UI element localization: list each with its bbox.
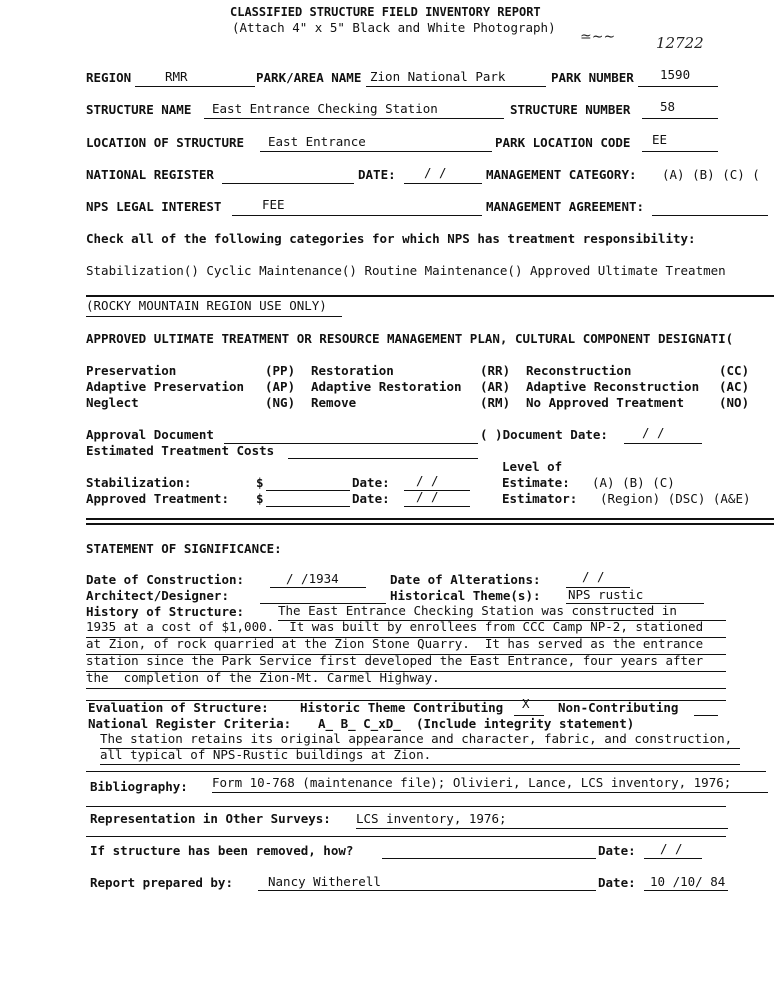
removal-date-value: / / xyxy=(660,841,683,856)
management-category-options: (A) (B) (C) ( xyxy=(662,167,760,182)
code-adaptive-preservation: (AP) xyxy=(265,379,296,394)
national-register-line xyxy=(222,183,354,184)
form-title: CLASSIFIED STRUCTURE FIELD INVENTORY REPORT xyxy=(230,5,541,19)
park-area-value: Zion National Park xyxy=(370,69,506,84)
removal-date-line xyxy=(644,858,702,859)
park-number-label: PARK NUMBER xyxy=(551,70,634,85)
non-contributing-label: Non-Contributing xyxy=(558,700,679,715)
document-date-value: / / xyxy=(642,425,665,440)
management-category-label: MANAGEMENT CATEGORY: xyxy=(486,167,637,182)
code-reconstruction: (CC) xyxy=(719,363,750,378)
park-location-code-label: PARK LOCATION CODE xyxy=(495,135,631,150)
approved-date-value: / / xyxy=(416,489,439,504)
non-contributing-line xyxy=(694,715,718,716)
option-no-approved-treatment: No Approved Treatment xyxy=(526,395,685,410)
option-preservation: Preservation xyxy=(86,363,177,378)
stabilization-date-value: / / xyxy=(416,473,439,488)
report-date-line xyxy=(644,890,728,891)
contributing-mark: X xyxy=(522,696,530,711)
estimator-options: (Region) (DSC) (A&E) xyxy=(600,491,751,506)
document-date-line xyxy=(624,443,702,444)
section-divider xyxy=(86,295,774,297)
location-line xyxy=(260,151,492,152)
park-location-code-line xyxy=(642,151,718,152)
integrity-statement-1: The station retains its original appearance and character, fabric, and construction, xyxy=(100,733,740,749)
code-restoration: (RR) xyxy=(480,363,511,378)
code-remove: (RM) xyxy=(480,395,511,410)
section-divider-double-bottom xyxy=(86,523,774,525)
stabilization-currency: $ xyxy=(256,475,264,490)
themes-value: NPS rustic xyxy=(568,587,644,602)
stabilization-date-label: Date: xyxy=(352,475,390,490)
management-agreement-line xyxy=(652,215,768,216)
preparer-name: Nancy Witherell xyxy=(268,874,381,889)
code-preservation: (PP) xyxy=(265,363,296,378)
location-label: LOCATION OF STRUCTURE xyxy=(86,135,245,150)
option-adaptive-reconstruction: Adaptive Reconstruction xyxy=(526,379,700,394)
contributing-label: Historic Theme Contributing xyxy=(300,700,504,715)
national-register-label: NATIONAL REGISTER xyxy=(86,167,214,182)
criteria-label: National Register Criteria: xyxy=(88,716,292,731)
approved-treatment-title: APPROVED ULTIMATE TREATMENT OR RESOURCE MANAGEMENT PLAN, CULTURAL COMPONENT DESIGNATI( xyxy=(86,331,734,346)
bibliography-extra-line xyxy=(86,806,726,807)
legal-interest-value: FEE xyxy=(262,197,285,212)
approved-currency: $ xyxy=(256,491,264,506)
document-date-label: ( )Document Date: xyxy=(480,427,608,442)
alterations-label: Date of Alterations: xyxy=(390,572,541,587)
estimator-label: Estimator: xyxy=(502,491,578,506)
integrity-statement-2: all typical of NPS-Rustic buildings at Zion. xyxy=(100,749,740,765)
report-line xyxy=(258,890,596,891)
code-no-approved-treatment: (NO) xyxy=(719,395,750,410)
code-neglect: (NG) xyxy=(265,395,296,410)
construction-date: / /1934 xyxy=(286,571,339,586)
evaluation-label: Evaluation of Structure: xyxy=(88,700,269,715)
legal-interest-label: NPS LEGAL INTEREST xyxy=(86,199,222,214)
treatment-categories: Stabilization() Cyclic Maintenance() Routine Maintenance() Approved Ultimate Treatmen xyxy=(86,263,726,278)
representation-extra-line xyxy=(86,836,726,837)
approval-document-label: Approval Document xyxy=(86,427,214,442)
removal-label: If structure has been removed, how? xyxy=(90,843,354,858)
structure-name-line xyxy=(204,118,504,119)
bibliography-value: Form 10-768 (maintenance file); Olivieri, Lance, LCS inventory, 1976; xyxy=(212,777,768,793)
treatment-instruction: Check all of the following categories for which NPS has treatment responsibility: xyxy=(86,231,696,246)
construction-line xyxy=(270,587,366,588)
structure-number-value: 58 xyxy=(660,99,676,114)
representation-value: LCS inventory, 1976; xyxy=(356,813,728,829)
park-area-line xyxy=(366,86,546,87)
structure-name-label: STRUCTURE NAME xyxy=(86,102,192,117)
option-reconstruction: Reconstruction xyxy=(526,363,632,378)
history-line-4: station since the Park Service first developed the East Entrance, four years after xyxy=(86,655,726,672)
option-restoration: Restoration xyxy=(311,363,394,378)
significance-title: STATEMENT OF SIGNIFICANCE: xyxy=(86,541,282,556)
criteria-marks: A_ B_ C_xD_ xyxy=(318,716,401,731)
evaluation-divider xyxy=(86,771,766,772)
park-number-line xyxy=(638,86,718,87)
approved-treatment-label: Approved Treatment: xyxy=(86,491,229,506)
bibliography-label: Bibliography: xyxy=(90,779,188,794)
integrity-note: (Include integrity statement) xyxy=(416,716,635,731)
estimate-label: Estimate: xyxy=(502,475,570,490)
stabilization-label: Stabilization: xyxy=(86,475,192,490)
option-neglect: Neglect xyxy=(86,395,139,410)
option-adaptive-restoration: Adaptive Restoration xyxy=(311,379,462,394)
rmr-title-underline xyxy=(86,316,342,317)
history-line-2: 1935 at a cost of $1,000. It was built by enrollees from CCC Camp NP-2, stationed xyxy=(86,621,726,638)
construction-label: Date of Construction: xyxy=(86,572,245,587)
themes-label: Historical Theme(s): xyxy=(390,588,541,603)
legal-interest-line xyxy=(232,215,482,216)
park-location-code-value: EE xyxy=(652,132,668,147)
code-adaptive-restoration: (AR) xyxy=(480,379,511,394)
history-text xyxy=(86,621,726,689)
report-label: Report prepared by: xyxy=(90,875,233,890)
park-number-value: 1590 xyxy=(660,67,691,82)
estimated-costs-label: Estimated Treatment Costs xyxy=(86,443,275,458)
location-value: East Entrance xyxy=(268,134,366,149)
alterations-date: / / xyxy=(582,569,605,584)
history-line-3: at Zion, of rock quarried at the Zion Stone Quarry. It has served as the entrance xyxy=(86,638,726,655)
estimate-options: (A) (B) (C) xyxy=(592,475,675,490)
approved-date-label: Date: xyxy=(352,491,390,506)
region-line xyxy=(135,86,255,87)
nr-date-value: / / xyxy=(424,165,447,180)
code-adaptive-reconstruction: (AC) xyxy=(719,379,750,394)
report-date-label: Date: xyxy=(598,875,636,890)
structure-number-label: STRUCTURE NUMBER xyxy=(510,102,631,117)
removal-line xyxy=(382,858,596,859)
structure-number-line xyxy=(642,118,718,119)
approved-date-line xyxy=(404,506,470,507)
management-agreement-label: MANAGEMENT AGREEMENT: xyxy=(486,199,645,214)
region-value: RMR xyxy=(165,69,188,84)
stabilization-amount-line xyxy=(266,490,350,491)
handwritten-stamp: 12722 xyxy=(656,34,704,52)
history-label: History of Structure: xyxy=(86,604,245,619)
option-remove: Remove xyxy=(311,395,357,410)
approved-amount-line xyxy=(266,506,350,507)
level-of-label: Level of xyxy=(502,459,563,474)
structure-name-value: East Entrance Checking Station xyxy=(212,101,438,116)
nr-date-line xyxy=(404,183,482,184)
park-area-label: PARK/AREA NAME xyxy=(256,70,362,85)
representation-label: Representation in Other Surveys: xyxy=(90,811,331,826)
report-date-value: 10 /10/ 84 xyxy=(650,874,726,889)
nr-date-label: DATE: xyxy=(358,167,396,182)
architect-label: Architect/Designer: xyxy=(86,588,229,603)
history-line-5: the completion of the Zion-Mt. Carmel Highway. xyxy=(86,672,726,689)
region-label: REGION xyxy=(86,70,132,85)
photo-scribble: ≃∼∼ xyxy=(580,29,616,45)
rmr-section-title: (ROCKY MOUNTAIN REGION USE ONLY) xyxy=(86,298,327,313)
removal-date-label: Date: xyxy=(598,843,636,858)
history-line-1: The East Entrance Checking Station was constructed in xyxy=(278,605,726,621)
photo-note: (Attach 4" x 5" Black and White Photograph) xyxy=(232,20,556,35)
estimated-costs-line xyxy=(288,458,478,459)
section-divider-double-top xyxy=(86,518,774,520)
option-adaptive-preservation: Adaptive Preservation xyxy=(86,379,245,394)
